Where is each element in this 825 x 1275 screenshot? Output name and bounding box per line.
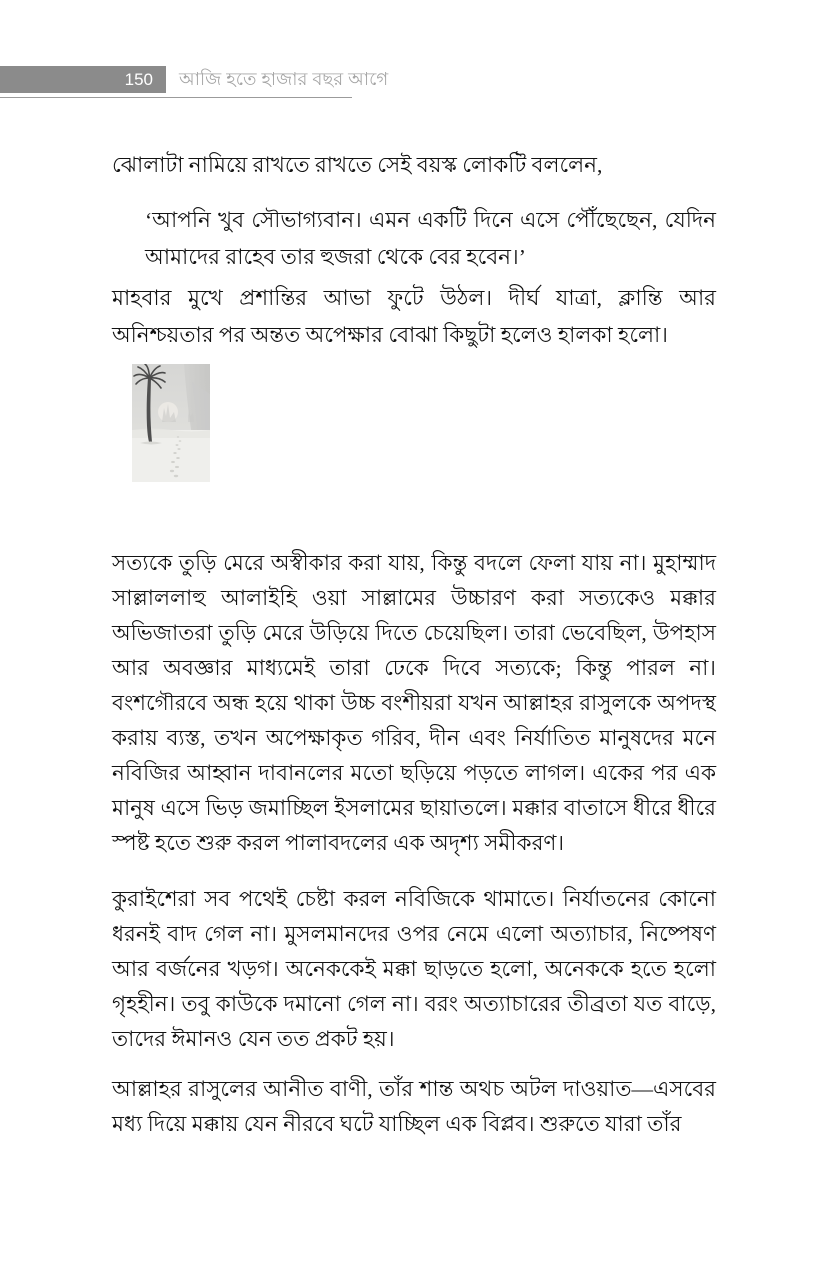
paragraph-body-3: আল্লাহর রাসুলের আনীত বাণী, তাঁর শান্ত অথচ অটল দাওয়াত—এসবের মধ্য দিয়ে মক্কায় যেন নীরবে ঘটে যাচ্ছিল এক বিপ্লব। শুরুতে যারা তাঁর — [112, 1076, 716, 1136]
block-quote: ‘আপনি খুব সৌভাগ্যবান। এমন একটি দিনে এসে পৌঁছেছেন, যেদিন আমাদের রাহেব তার হুজরা থেকে বের হবেন।’ — [145, 207, 716, 269]
paragraph-body-1: সত্যকে তুড়ি মেরে অস্বীকার করা যায়, কিন্তু বদলে ফেলা যায় না। মুহাম্মাদ সাল্লাললাহু আলাইহি ওয়া সাল্লামের উচ্চারণ করা সত্যকেও মক্কার অভিজাতরা তুড়ি মেরে উড়িয়ে দিতে চেয়েছিল। তারা ভেবেছিল, উপহাস আর অবজ্ঞার মাধ্যমেই তারা ঢেকে দিবে সত্যকে; কিন্তু পারল না। বংশগৌরবে অন্ধ হয়ে থাকা উচ্চ বংশীয়রা যখন আল্লাহর রাসুলকে অপদস্থ করায় ব্যস্ত, তখন অপেক্ষাকৃত গরিব, দীন এবং নির্যাতিত মানুষদের মনে নবিজির আহ্বান দাবানলের মতো ছড়িয়ে পড়তে লাগল। একের পর এক মানুষ এসে ভিড় জমাচ্ছিল ইসলামের ছায়াতলে। মক্কার বাতাসে ধীরে ধীরে স্পষ্ট হতে শুরু করল পালাবদলের এক অদৃশ্য সমীকরণ। — [112, 550, 716, 855]
paragraph-after-quote: মাহবার মুখে প্রশান্তির আভা ফুটে উঠল। দীর্ঘ যাত্রা, ক্লান্তি আর অনিশ্চয়তার পর অন্তত অপেক্ষার বোঝা কিছুটা হলেও হালকা হলো। — [112, 285, 716, 347]
book-title: আজি হতে হাজার বছর আগে — [179, 69, 389, 89]
running-header — [0, 66, 825, 100]
page-number-badge: 150 — [0, 66, 166, 93]
desert-palm-illustration — [132, 364, 210, 482]
paragraph-body-2: কুরাইশেরা সব পথেই চেষ্টা করল নবিজিকে থামাতে। নির্যাতনের কোনো ধরনই বাদ গেল না। মুসলমানদের ওপর নেমে এলো অত্যাচার, নিষ্পেষণ আর বর্জনের খড়গ। অনেককেই মক্কা ছাড়তে হলো, অনেককে হতে হলো গৃহহীন। তবু কাউকে দমানো গেল না। বরং অত্যাচারের তীব্রতা যত বাড়ে, তাদের ঈমানও যেন তত প্রকট হয়। — [112, 886, 716, 1051]
paragraph-intro: ঝোলাটা নামিয়ে রাখতে রাখতে সেই বয়স্ক লোকটি বললেন, — [112, 152, 603, 177]
header-rule — [0, 97, 352, 98]
